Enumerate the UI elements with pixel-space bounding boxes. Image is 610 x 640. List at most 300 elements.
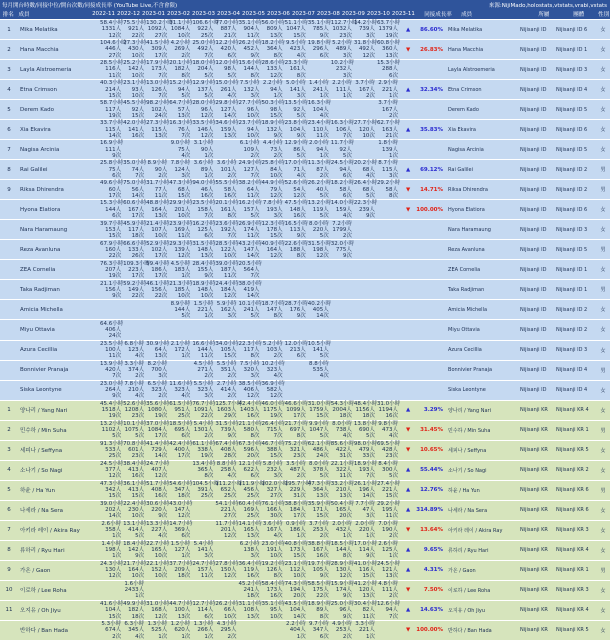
month-cell[interactable] [308,280,331,299]
rank-cell[interactable]: 10 [5,587,13,594]
member-name-cell[interactable]: Bonnivier Pranaja [20,367,69,374]
month-cell[interactable] [354,120,377,139]
month-cell[interactable] [262,180,285,199]
member-name-right-cell[interactable]: Taka Radjiman [448,286,485,293]
gender-cell[interactable]: 女 [600,107,606,114]
month-cell[interactable] [169,20,192,39]
month-cell[interactable] [169,381,192,400]
month-cell[interactable] [123,320,146,339]
month-cell[interactable] [100,200,123,219]
month-cell[interactable] [308,601,331,620]
month-cell[interactable] [169,461,192,480]
member-name-cell[interactable]: Riksa Dhirendra [20,186,64,193]
affiliation-cell[interactable]: Nijisanji ID [520,246,547,253]
month-cell[interactable] [123,220,146,239]
growth-cell[interactable] [400,601,446,620]
affiliation-cell[interactable]: Nijisanji ID [520,347,547,354]
month-cell[interactable] [285,621,308,640]
growth-cell[interactable] [400,220,446,239]
group-cell[interactable]: Nijisanji ID 5 [556,106,588,113]
month-cell[interactable] [377,601,400,620]
month-cell[interactable] [330,20,358,39]
month-cell[interactable] [215,421,238,440]
month-cell[interactable] [262,320,285,339]
month-cell[interactable] [377,280,400,299]
month-cell[interactable] [215,240,238,259]
month-cell[interactable] [169,240,192,259]
gender-cell[interactable]: 女 [600,147,606,154]
month-cell[interactable] [238,220,261,239]
member-name-right-cell[interactable]: Mika Melatika [448,26,483,33]
month-cell[interactable] [146,461,169,480]
month-cell[interactable] [146,501,169,520]
month-cell[interactable] [354,100,377,119]
month-cell[interactable] [215,220,238,239]
member-name-right-cell[interactable]: 나세라 / Na Sera [448,507,488,514]
month-cell[interactable] [215,300,238,319]
month-cell[interactable] [238,40,261,59]
month-cell[interactable] [262,240,285,259]
month-cell[interactable] [192,541,215,560]
month-cell[interactable] [169,561,192,580]
month-cell[interactable] [285,501,308,520]
member-name-cell[interactable]: 양나리 / Yang Nari [20,408,68,415]
growth-cell[interactable] [400,341,446,360]
month-cell[interactable] [146,180,169,199]
rank-cell[interactable]: 9 [7,186,11,193]
member-name-right-cell[interactable]: Nara Haramaung [448,226,491,233]
rank-cell[interactable]: 5 [7,106,11,113]
rank-cell[interactable]: 4 [7,86,11,93]
gender-cell[interactable]: 女 [600,207,606,214]
month-cell[interactable] [215,541,238,560]
month-cell[interactable] [100,361,123,380]
month-cell[interactable] [169,300,192,319]
month-cell[interactable] [331,200,354,219]
month-cell[interactable] [146,40,169,59]
month-cell[interactable] [100,120,123,139]
affiliation-cell[interactable]: Nijisanji ID [520,266,547,273]
member-name-cell[interactable]: 나세라 / Na Sera [20,508,64,515]
group-cell[interactable]: Nijisanji KR 4 [556,607,589,614]
month-cell[interactable] [192,361,215,380]
month-cell[interactable] [169,621,192,640]
month-cell[interactable] [238,581,261,600]
month-cell[interactable] [123,300,146,319]
month-cell[interactable] [262,60,285,79]
month-cell[interactable] [215,20,238,39]
month-cell[interactable] [238,180,261,199]
month-cell[interactable] [262,361,285,380]
month-cell[interactable] [192,421,215,440]
month-cell[interactable] [354,140,377,159]
month-cell[interactable] [262,341,285,360]
rank-cell[interactable]: 8 [7,166,11,173]
month-cell[interactable] [215,480,243,500]
group-cell[interactable]: Nijisanji ID 5 [556,146,588,153]
member-name-cell[interactable]: Rai Galilei [20,166,48,173]
month-cell[interactable] [238,120,261,139]
rank-cell[interactable] [0,320,18,339]
month-cell[interactable] [354,381,377,400]
month-cell[interactable] [331,541,354,560]
month-cell[interactable] [146,320,169,339]
month-cell[interactable] [123,541,146,560]
month-cell[interactable] [146,200,169,219]
month-cell[interactable] [238,200,261,219]
month-cell[interactable] [215,621,238,640]
growth-cell[interactable] [400,541,446,560]
group-cell[interactable]: Nijisanji ID 6 [556,126,588,133]
group-cell[interactable]: Nijisanji ID 2 [556,326,588,333]
growth-cell[interactable] [400,200,446,219]
month-cell[interactable] [192,401,215,420]
month-cell[interactable] [331,100,354,119]
month-cell[interactable] [377,481,400,500]
month-cell[interactable] [169,601,192,620]
member-name-cell[interactable]: Nara Haramaung [20,226,68,233]
month-cell[interactable] [100,100,123,119]
group-cell[interactable]: Nijisanji KR 5 [556,447,589,454]
member-name-cell[interactable]: 하윤 / Ha Yun [20,488,55,495]
month-cell[interactable] [123,20,146,39]
month-cell[interactable] [169,521,192,540]
gender-cell[interactable]: 女 [600,67,606,74]
month-cell[interactable] [215,180,238,199]
month-cell[interactable] [285,20,308,39]
month-cell[interactable] [123,280,146,299]
month-cell[interactable] [377,361,400,380]
gender-cell[interactable]: 女 [600,607,606,614]
rank-cell[interactable] [0,200,18,219]
month-cell[interactable] [331,381,354,400]
month-cell[interactable] [285,521,308,540]
group-cell[interactable]: Nijisanji ID 4 [556,86,588,93]
month-cell[interactable] [377,20,400,39]
group-cell[interactable]: Nijisanji KR 5 [556,627,589,634]
rank-cell[interactable] [0,240,18,259]
gender-cell[interactable]: 女 [600,627,606,634]
gender-cell[interactable]: 女 [600,47,606,54]
gender-cell[interactable]: 男 [600,167,606,174]
gender-cell[interactable]: 男 [600,567,606,574]
member-name-cell[interactable]: Nagisa Arcinia [20,146,60,153]
member-name-right-cell[interactable]: Nagisa Arcinia [448,146,484,153]
month-cell[interactable] [331,341,354,360]
month-cell[interactable] [262,381,285,400]
member-name-right-cell[interactable]: Etna Crimson [448,86,482,93]
month-cell[interactable] [146,521,169,540]
growth-cell[interactable] [400,100,446,119]
month-cell[interactable] [331,320,354,339]
month-cell[interactable] [100,140,123,159]
month-cell[interactable] [238,480,266,500]
month-cell[interactable] [100,240,123,259]
month-cell[interactable] [146,100,169,119]
month-cell[interactable] [354,421,377,440]
month-cell[interactable] [285,160,308,179]
month-cell[interactable] [123,361,146,380]
group-cell[interactable]: Nijisanji KR 4 [556,407,589,414]
member-name-cell[interactable]: Mika Melatika [20,26,58,33]
affiliation-cell[interactable]: Nijisanji ID [520,26,547,33]
member-name-cell[interactable]: 아키라 레이 / Akira Ray [20,528,80,535]
month-cell[interactable] [285,300,308,319]
month-cell[interactable] [146,481,169,500]
month-cell[interactable] [169,60,192,79]
month-cell[interactable] [308,120,331,139]
month-cell[interactable] [215,120,238,139]
affiliation-cell[interactable]: Nijisanji ID [520,166,547,173]
member-name-right-cell[interactable]: Rai Galilei [448,166,473,173]
month-cell[interactable] [238,461,261,480]
month-cell[interactable] [262,20,285,39]
month-cell[interactable] [100,381,123,400]
rank-cell[interactable]: 2 [7,427,11,434]
member-name-cell[interactable]: Xia Ekavira [20,126,51,133]
month-cell[interactable] [285,441,308,460]
month-cell[interactable] [123,140,146,159]
group-cell[interactable]: Nijisanji KR 1 [556,427,589,434]
month-cell[interactable] [354,200,377,219]
month-cell[interactable] [123,240,146,259]
rank-cell[interactable]: 2 [7,46,11,53]
month-cell[interactable] [238,100,261,119]
affiliation-cell[interactable]: Nijisanji ID [520,306,547,313]
month-cell[interactable] [100,300,123,319]
month-cell[interactable] [238,561,261,580]
month-cell[interactable] [284,480,312,500]
month-cell[interactable] [100,421,123,440]
member-name-cell[interactable]: Amicia Michella [20,306,63,313]
month-cell[interactable] [285,381,308,400]
month-cell[interactable] [146,421,169,440]
member-name-right-cell[interactable]: 민수하 / Min Suha [448,427,491,434]
month-cell[interactable] [377,300,400,319]
gender-cell[interactable]: 女 [600,507,606,514]
month-cell[interactable] [331,160,354,179]
group-cell[interactable]: Nijisanji ID 2 [556,166,588,173]
month-cell[interactable] [123,601,146,620]
rank-cell[interactable] [0,361,18,380]
month-cell[interactable] [354,501,377,520]
month-cell[interactable] [192,60,215,79]
month-cell[interactable] [100,341,123,360]
month-cell[interactable] [262,100,285,119]
affiliation-cell[interactable]: Nijisanji ID [520,126,547,133]
month-cell[interactable] [192,521,215,540]
member-name-cell[interactable]: 세피나 / Seffyna [20,448,63,455]
rank-cell[interactable]: 11 [5,607,13,614]
month-cell[interactable] [331,260,354,279]
group-cell[interactable]: Nijisanji KR 1 [556,567,589,574]
month-cell[interactable] [169,541,192,560]
month-cell[interactable] [169,441,192,460]
affiliation-cell[interactable]: Nijisanji ID [520,66,547,73]
member-name-right-cell[interactable]: Derem Kado [448,106,479,113]
month-cell[interactable] [238,421,261,440]
rank-cell[interactable]: 1 [7,26,11,33]
month-cell[interactable] [215,260,238,279]
month-cell[interactable] [308,481,331,500]
affiliation-cell[interactable]: Nijisanji KR [520,507,548,514]
rank-cell[interactable]: 6 [7,507,11,514]
month-cell[interactable] [192,581,215,600]
month-cell[interactable] [308,401,331,420]
member-name-right-cell[interactable]: Hana Macchia [448,46,484,53]
month-cell[interactable] [100,501,123,520]
gender-cell[interactable]: 女 [600,527,606,534]
month-cell[interactable] [215,80,238,99]
month-cell[interactable] [146,561,169,580]
month-cell[interactable] [123,621,146,640]
month-cell[interactable] [123,401,146,420]
member-name-right-cell[interactable]: Xia Ekavira [448,126,476,133]
month-cell[interactable] [262,140,285,159]
member-name-cell[interactable]: ZEA Cornelia [20,266,56,273]
month-cell[interactable] [285,260,308,279]
gender-cell[interactable]: 女 [600,547,606,554]
member-name-cell[interactable]: 이로하 / Lee Roha [20,588,67,595]
month-cell[interactable] [192,20,220,39]
group-cell[interactable]: Nijisanji KR 6 [556,487,589,494]
month-cell[interactable] [331,361,354,380]
month-cell[interactable] [354,180,377,199]
month-cell[interactable] [215,280,238,299]
month-cell[interactable] [377,200,400,219]
month-cell[interactable] [308,581,331,600]
month-cell[interactable] [238,621,261,640]
group-cell[interactable]: Nijisanji ID 5 [556,246,588,253]
month-cell[interactable] [308,361,331,380]
month-cell[interactable] [146,441,169,460]
month-cell[interactable] [354,60,377,79]
month-cell[interactable] [192,40,215,59]
month-cell[interactable] [377,501,400,520]
month-cell[interactable] [169,200,192,219]
member-name-cell[interactable]: 소나기 / So Nagi [20,468,63,475]
month-cell[interactable] [123,461,146,480]
month-cell[interactable] [123,60,146,79]
month-cell[interactable] [262,621,285,640]
rank-cell[interactable]: 7 [7,527,11,534]
month-cell[interactable] [100,40,127,59]
affiliation-cell[interactable]: Nijisanji ID [520,226,547,233]
month-cell[interactable] [169,180,192,199]
month-cell[interactable] [354,280,377,299]
gender-cell[interactable]: 女 [600,27,606,34]
rank-cell[interactable] [0,621,18,640]
member-name-cell[interactable]: Hyona Elatiora [20,206,61,213]
member-name-cell[interactable]: Azura Cecillia [20,347,58,354]
month-cell[interactable] [262,441,285,460]
member-name-right-cell[interactable]: 류하리 / Ryu Hari [448,547,489,554]
growth-cell[interactable] [400,240,446,259]
month-cell[interactable] [285,220,308,239]
month-cell[interactable] [100,561,123,580]
month-cell[interactable] [377,541,400,560]
affiliation-cell[interactable]: Nijisanji ID [520,367,547,374]
month-cell[interactable] [100,220,123,239]
month-cell[interactable] [331,441,354,460]
affiliation-cell[interactable]: Nijisanji KR [520,567,548,574]
month-cell[interactable] [169,220,192,239]
gender-cell[interactable]: 女 [600,587,606,594]
month-cell[interactable] [169,100,192,119]
month-cell[interactable] [331,180,354,199]
month-cell[interactable] [331,60,354,79]
month-cell[interactable] [100,601,123,620]
group-cell[interactable]: Nijisanji ID 1 [556,46,588,53]
month-cell[interactable] [285,581,308,600]
gender-cell[interactable]: 女 [600,327,606,334]
group-cell[interactable]: Nijisanji KR 4 [556,547,589,554]
rank-cell[interactable]: 3 [7,447,11,454]
growth-cell[interactable] [400,581,446,600]
month-cell[interactable] [262,521,285,540]
member-name-cell[interactable]: 민수하 / Min Suha [20,428,67,435]
month-cell[interactable] [146,140,169,159]
month-cell[interactable] [192,300,215,319]
month-cell[interactable] [238,501,261,520]
affiliation-cell[interactable]: Nijisanji KR [520,627,548,634]
month-cell[interactable] [100,260,123,279]
month-cell[interactable] [354,441,377,460]
group-cell[interactable]: Nijisanji ID 1 [556,266,588,273]
member-name-right-cell[interactable]: 이로하 / Lee Roha [448,587,491,594]
month-cell[interactable] [146,160,169,179]
member-name-right-cell[interactable]: 하윤 / Ha Yun [448,487,480,494]
month-cell[interactable] [192,280,215,299]
month-cell[interactable] [308,100,331,119]
month-cell[interactable] [354,601,377,620]
month-cell[interactable] [377,140,400,159]
month-cell[interactable] [331,40,354,59]
affiliation-cell[interactable]: Nijisanji ID [520,106,547,113]
month-cell[interactable] [215,461,238,480]
month-cell[interactable] [377,561,400,580]
month-cell[interactable] [308,20,331,39]
month-cell[interactable] [354,80,377,99]
gender-cell[interactable]: 女 [600,387,606,394]
affiliation-cell[interactable]: Nijisanji KR [520,427,548,434]
month-cell[interactable] [262,160,285,179]
month-cell[interactable] [331,421,354,440]
month-cell[interactable] [377,80,400,99]
member-name-right-cell[interactable]: 소나기 / So Nagi [448,467,487,474]
month-cell[interactable] [123,381,146,400]
member-name-cell[interactable]: Layla Alstroemeria [20,66,72,73]
rank-cell[interactable]: 1 [7,407,11,414]
month-cell[interactable] [262,200,285,219]
group-cell[interactable]: Nijisanji KR 3 [556,587,589,594]
member-name-cell[interactable]: 반하다 / Ban Hada [20,628,69,635]
month-cell[interactable] [308,40,331,59]
month-cell[interactable] [238,541,261,560]
month-cell[interactable] [215,501,238,520]
gender-cell[interactable]: 女 [600,307,606,314]
rank-cell[interactable] [0,280,18,299]
gender-cell[interactable]: 男 [600,367,606,374]
month-cell[interactable] [146,601,169,620]
member-name-right-cell[interactable]: Amicia Michella [448,306,488,313]
month-cell[interactable] [123,160,146,179]
gender-cell[interactable]: 女 [600,447,606,454]
month-cell[interactable] [192,120,215,139]
member-name-right-cell[interactable]: 양나리 / Yang Nari [448,407,491,414]
affiliation-cell[interactable]: Nijisanji ID [520,146,547,153]
group-cell[interactable]: Nijisanji ID 3 [556,226,588,233]
